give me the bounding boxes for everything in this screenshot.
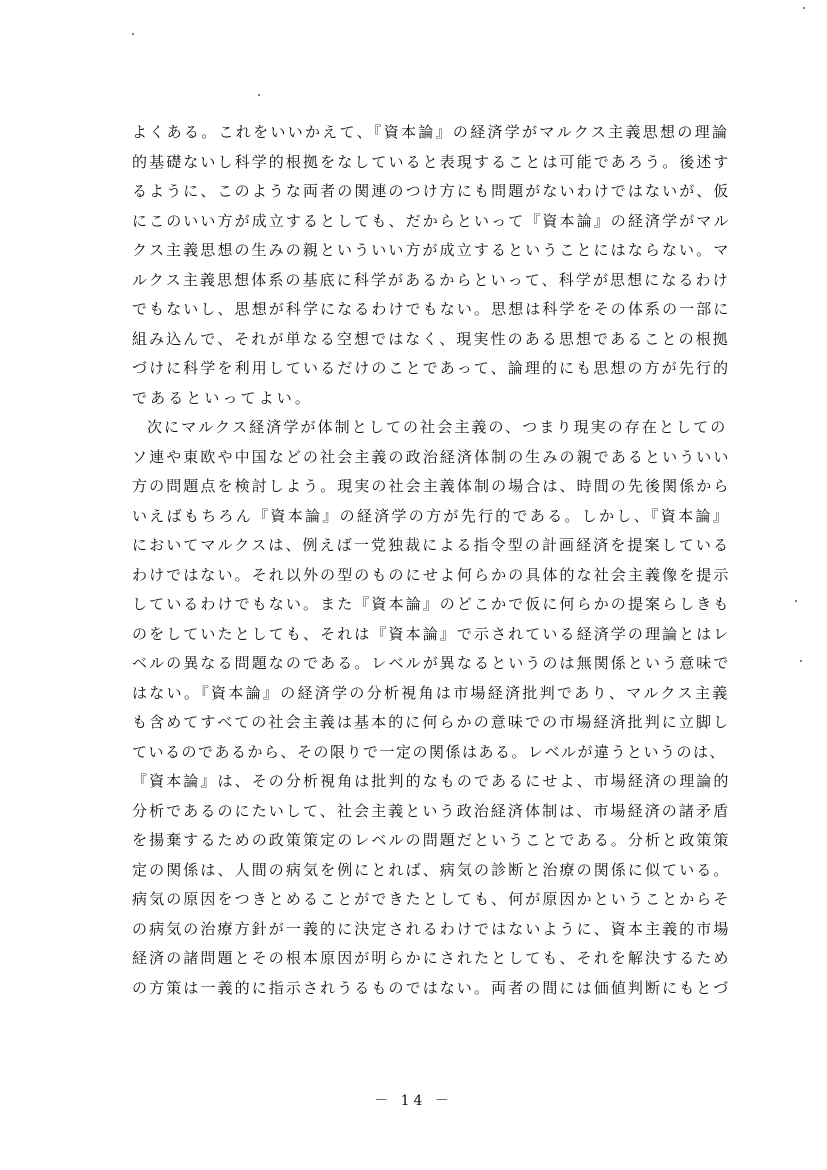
text-line: であるといってよい。: [132, 388, 314, 407]
text-line: 『資本論』は、その分析視角は批判的なものであるにせよ、市場経済の理論的: [132, 772, 731, 790]
page-number: － 14 －: [374, 1093, 453, 1109]
scan-speck: [800, 660, 802, 662]
body-text: [132, 118, 732, 1003]
text-line: 方の問題点を検討しよう。現実の社会主義体制の場合は、時間の先後関係から: [132, 477, 731, 495]
text-line: はない。『資本論』の経済学の分析視角は市場経済批判であり、マルクス主義: [132, 683, 730, 702]
text-line: の方策は一義的に指示されうるものではない。両者の間には価値判断にもとづ: [132, 978, 731, 997]
text-line: るように、このような両者の関連のつけ方にも問題がないわけではないが、仮: [132, 182, 731, 200]
text-line: ソ連や東欧や中国などの社会主義の政治経済体制の生みの親であるといういい: [132, 447, 731, 466]
text-line: の病気の治療方針が一義的に決定されるわけではないように、資本主義的市場: [132, 919, 731, 938]
scan-speck: [132, 33, 134, 35]
text-line: においてマルクスは、例えば一党独裁による指令型の計画経済を提案している: [132, 536, 731, 554]
text-line: 経済の諸問題とその根本原因が明らかにされたとしても、それを解決するため: [132, 949, 731, 967]
text-line: も含めてすべての社会主義は基本的に何らかの意味での市場経済批判に立脚し: [132, 713, 731, 731]
text-line: にこのいい方が成立するとしても、だからといって『資本論』の経済学がマル: [132, 211, 731, 230]
text-line: よくある。これをいいかえて、『資本論』の経済学がマルクス主義思想の理論: [132, 123, 730, 141]
text-line: 分析であるのにたいして、社会主義という政治経済体制は、市場経済の諸矛盾: [132, 801, 731, 820]
text-line: づけに科学を利用しているだけのことであって、論理的にも思想の方が先行的: [132, 359, 731, 377]
text-line: ているのであるから、その限りで一定の関係はある。レベルが違うというのは、: [132, 742, 727, 761]
scan-speck: [258, 94, 260, 96]
paragraph-start-line: 次にマルクス経済学が体制としての社会主義の、つまり現実の存在としての: [147, 418, 728, 436]
text-line: わけではない。それ以外の型のものにせよ何らかの具体的な社会主義像を提示: [132, 565, 731, 584]
text-line: のをしていたとしても、それは『資本論』で示されている経済学の理論とはレ: [132, 624, 731, 643]
text-line: 組み込んで、それが単なる空想ではなく、現実性のある思想であることの根拠: [132, 329, 730, 348]
text-line: 定の関係は、人間の病気を例にとれば、病気の診断と治療の関係に似ている。: [132, 860, 731, 879]
text-line: クス主義思想の生みの親といういい方が成立するということにはならない。マ: [132, 241, 731, 259]
scan-speck: [803, 7, 805, 9]
text-line: ベルの異なる問題なのである。レベルが異なるというのは無関係という意味で: [132, 654, 731, 672]
text-line: しているわけでもない。また『資本論』のどこかで仮に何らかの提案らしきも: [132, 595, 731, 613]
text-line: ルクス主義思想体系の基底に科学があるからといって、科学が思想になるわけ: [132, 270, 730, 289]
scan-speck: [795, 600, 797, 602]
text-line: 病気の原因をつきとめることができたとしても、何が原因かということからそ: [132, 890, 731, 908]
text-line: でもないし、思想が科学になるわけでもない。思想は科学をその体系の一部に: [132, 300, 731, 318]
text-line: 的基礎ないし科学的根拠をなしていると表現することは可能であろう。後述す: [132, 152, 731, 171]
text-line: いえばもちろん『資本論』の経済学の方が先行的である。しかし、『資本論』: [132, 506, 731, 525]
text-line: を揚棄するための政策策定のレベルの問題だということである。分析と政策策: [132, 831, 731, 849]
